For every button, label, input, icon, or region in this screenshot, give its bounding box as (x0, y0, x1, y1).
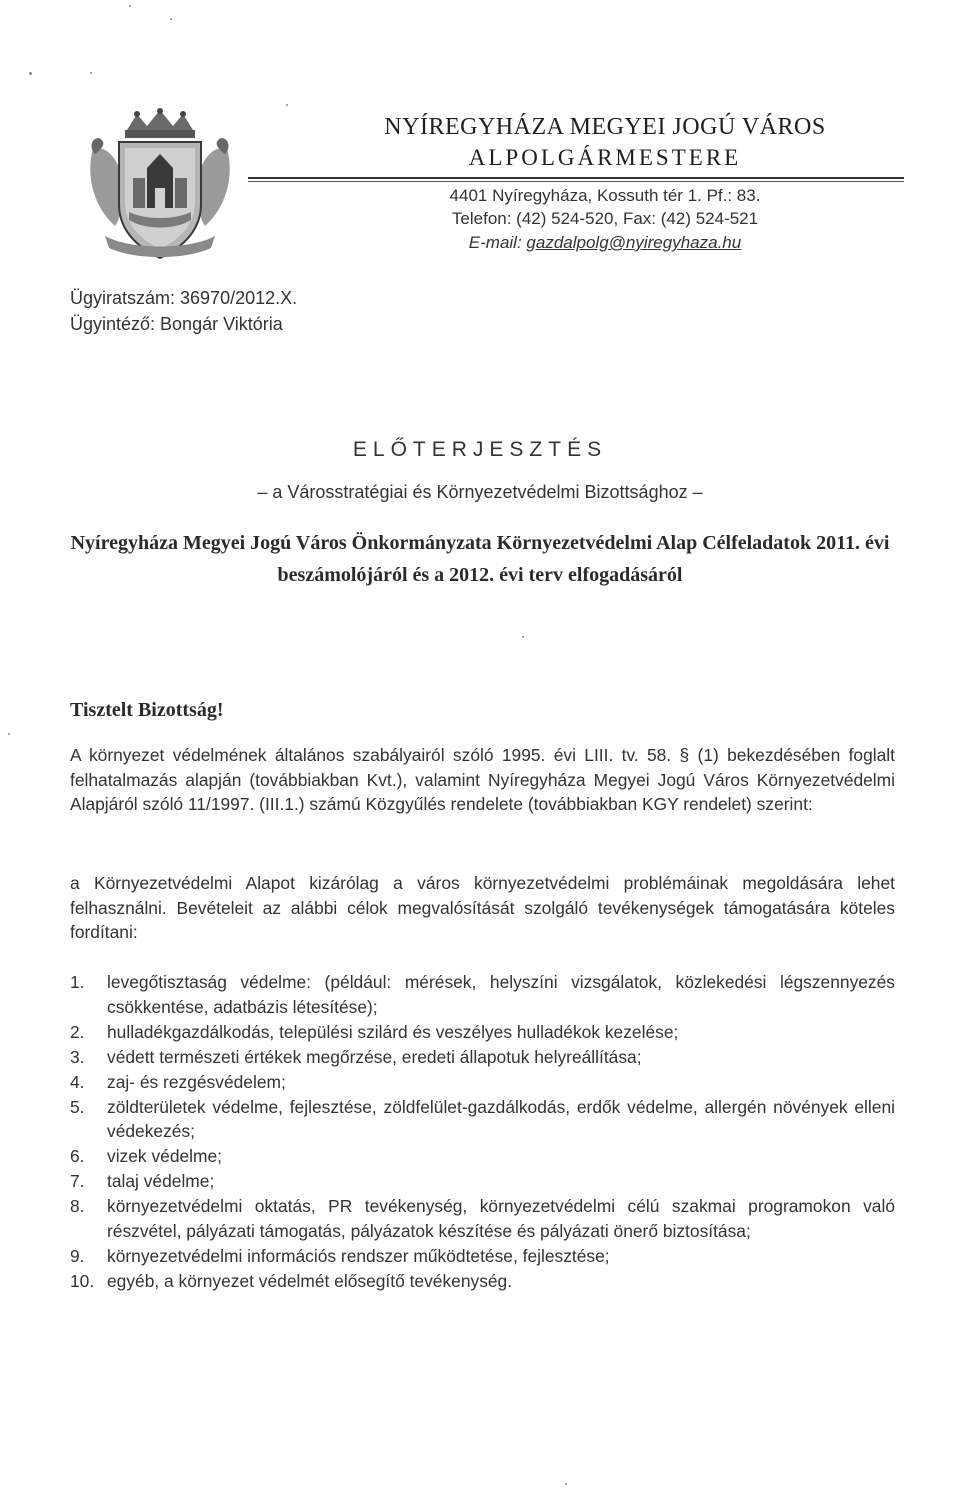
list-item (70, 1144, 895, 1169)
scan-speck (170, 18, 172, 20)
letterhead-rule-thin (248, 181, 904, 182)
organization-name: NYÍREGYHÁZA MEGYEI JOGÚ VÁROS (384, 114, 826, 140)
list-item-number: 6. (70, 1146, 85, 1166)
scan-speck (90, 72, 92, 74)
list-item-text: környezetvédelmi információs rendszer működtetése, fejlesztése; (107, 1245, 610, 1266)
list-item (70, 970, 895, 1019)
list-item (70, 1070, 895, 1095)
city-coat-of-arms-icon (85, 108, 235, 268)
list-item-number: 8. (70, 1196, 85, 1216)
scan-speck (286, 104, 288, 106)
list-item (70, 1194, 895, 1243)
purpose-list (70, 970, 895, 1294)
list-item-number: 9. (70, 1245, 85, 1266)
list-item (70, 1244, 895, 1269)
list-item-number: 7. (70, 1171, 85, 1191)
phone-fax: Telefon: (42) 524-520, Fax: (42) 524-521 (451, 209, 759, 228)
list-item (70, 1169, 895, 1194)
list-item (70, 1095, 895, 1144)
list-item-number: 5. (70, 1096, 85, 1117)
list-item-text: zöldterületek védelme, fejlesztése, zöldfelület-gazdálkodás, erdők védelme, allergén növények elleni védekezés; (107, 1096, 895, 1141)
case-officer: Ügyintéző: Bongár Viktória (70, 314, 283, 334)
document-title: ELŐTERJESZTÉS (352, 438, 608, 461)
paragraph-fund-purpose: a Környezetvédelmi Alapot kizárólag a város környezetvédelmi problémáinak megoldására lehet felhasználni. Bevételeit az alábbi célok megvalósítását szolgáló tevékenységek támogatására köteles fordítani: (70, 873, 895, 942)
list-item-number: 1. (70, 972, 85, 992)
email-link[interactable]: gazdalpolg@nyiregyhaza.hu (526, 233, 742, 252)
email-line (330, 232, 880, 254)
case-number: Ügyiratszám: 36970/2012.X. (70, 288, 298, 308)
list-item-text: védett természeti értékek megőrzése, eredeti állapotuk helyreállítása; (107, 1046, 642, 1067)
list-item-number: 2. (70, 1021, 85, 1042)
list-item-text: talaj védelme; (107, 1171, 215, 1191)
scan-speck (29, 72, 32, 75)
paragraph-legal-basis: A környezet védelmének általános szabályairól szóló 1995. évi LIII. tv. 58. § (1) bekezdésében foglalt felhatalmazás alapján (továbbiakban Kvt.), valamint Nyíregyháza Megyei Jogú Város Környezetvédelmi Alapjáról szóló 11/1997. (III.1.) számú Közgyűlés rendelete (továbbiakban KGY rendelet) szerint: (70, 745, 895, 814)
list-item-number: 10. (70, 1270, 95, 1291)
email-label: E-mail: (468, 233, 522, 252)
list-item-text: hulladékgazdálkodás, települési szilárd és veszélyes hulladékok kezelése; (107, 1021, 679, 1042)
scan-speck (129, 5, 131, 7)
recipient-line: – a Városstratégiai és Környezetvédelmi Bizottsághoz – (257, 482, 703, 502)
scan-speck (8, 733, 10, 735)
list-item-text: környezetvédelmi oktatás, PR tevékenység, környezetvédelmi célú szakmai programokon való részvétel, pályázati támogatás, pályázatok készítése és pályázati önerő biztosítása; (107, 1196, 895, 1241)
list-item-text: zaj- és rezgésvédelem; (107, 1071, 286, 1092)
document-subject: Nyíregyháza Megyei Jogú Város Önkormányzata Környezetvédelmi Alap Célfeladatok 2011. évi beszámolójáról és a 2012. évi terv elfogadásáról (70, 532, 890, 586)
postal-address: 4401 Nyíregyháza, Kossuth tér 1. Pf.: 83. (449, 186, 761, 205)
office-name: ALPOLGÁRMESTERE (468, 145, 742, 170)
salutation: Tisztelt Bizottság! (70, 699, 224, 721)
list-item-text: levegőtisztaság védelme: (például: mérések, helyszíni vizsgálatok, közlekedési légszennyezés csökkentése, adatbázis létesítése); (107, 972, 895, 1017)
scan-speck (522, 636, 524, 638)
list-item-text: vizek védelme; (107, 1146, 223, 1166)
letterhead-rule (248, 177, 904, 179)
list-item (70, 1269, 895, 1294)
list-item-number: 3. (70, 1046, 85, 1067)
list-item (70, 1045, 895, 1070)
list-item-text: egyéb, a környezet védelmét elősegítő tevékenység. (107, 1270, 513, 1291)
list-item (70, 1020, 895, 1045)
scan-speck (565, 1483, 567, 1485)
list-item-number: 4. (70, 1071, 85, 1092)
